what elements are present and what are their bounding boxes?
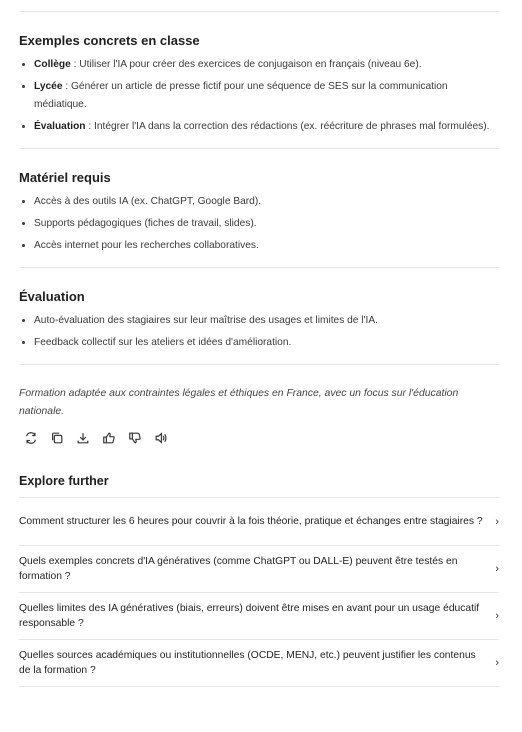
question-text: Quelles sources académiques ou institutionnelles (OCDE, MENJ, etc.) peuvent justifier les contenus de la formation ? [19, 650, 476, 676]
item-text: : Intégrer l'IA dans la correction des rédactions (ex. réécriture de phrases mal formulées). [85, 121, 490, 132]
list-item: • Accès internet pour les recherches collaboratives. [34, 237, 499, 255]
divider [19, 364, 499, 365]
thumbs-down-icon[interactable] [127, 430, 143, 446]
item-text: : Utiliser l'IA pour créer des exercices de conjugaison en français (niveau 6e). [70, 59, 422, 70]
section-title: Évaluation [19, 289, 85, 304]
chevron-right-icon: › [495, 515, 499, 528]
list-item: • Supports pédagogiques (fiches de travail, slides). [34, 215, 499, 233]
list-item [34, 56, 499, 74]
question-text: Quelles limites des IA génératives (biais, erreurs) doivent être mises en avant pour un usage éducatif responsable ? [19, 603, 480, 629]
explore-list [19, 497, 499, 687]
speaker-icon[interactable] [153, 430, 169, 446]
item-text: : Générer un article de presse fictif pour une séquence de SES sur la communication médiatique. [34, 81, 448, 110]
list-item: • Auto-évaluation des stagiaires sur leur maîtrise des usages et limites de l'IA. [34, 312, 499, 330]
thumbs-up-icon[interactable] [101, 430, 117, 446]
copy-icon[interactable] [49, 430, 65, 446]
list-item: • Feedback collectif sur les ateliers et idées d'amélioration. [34, 334, 499, 352]
chevron-right-icon: › [495, 563, 499, 575]
section-title: Exemples concrets en classe [19, 33, 200, 48]
list-item [34, 118, 499, 136]
divider [19, 11, 499, 12]
item-label: Collège [34, 59, 71, 70]
item-label: Évaluation [34, 121, 86, 132]
exemples-list [19, 56, 499, 136]
explore-question[interactable] [19, 593, 499, 640]
chevron-right-icon: › [495, 657, 499, 669]
divider [19, 148, 499, 149]
question-text: Quels exemples concrets d'IA génératives (comme ChatGPT ou DALL-E) peuvent être testés en formation ? [19, 556, 458, 582]
materiel-list [19, 193, 499, 255]
list-item: • Accès à des outils IA (ex. ChatGPT, Google Bard). [34, 193, 499, 211]
explore-question[interactable] [19, 546, 499, 593]
regenerate-icon[interactable] [23, 430, 39, 446]
chevron-right-icon: › [495, 610, 499, 622]
section-title: Matériel requis [19, 170, 111, 185]
evaluation-list [19, 312, 499, 352]
item-label: Lycée [34, 81, 63, 92]
explore-title: Explore further [19, 474, 109, 488]
question-text: Comment structurer les 6 heures pour couvrir à la fois théorie, pratique et échanges entre stagiaires ? [19, 516, 483, 527]
explore-question[interactable] [19, 497, 499, 546]
section-exemples [19, 33, 499, 136]
response-actions [23, 430, 499, 446]
footer-note: Formation adaptée aux contraintes légales et éthiques en France, avec un focus sur l'éducation nationale. [19, 388, 459, 417]
section-evaluation [19, 289, 499, 352]
list-item [34, 78, 499, 114]
download-icon[interactable] [75, 430, 91, 446]
divider [19, 267, 499, 268]
section-materiel [19, 170, 499, 255]
explore-question[interactable] [19, 640, 499, 687]
response-content [19, 0, 499, 687]
